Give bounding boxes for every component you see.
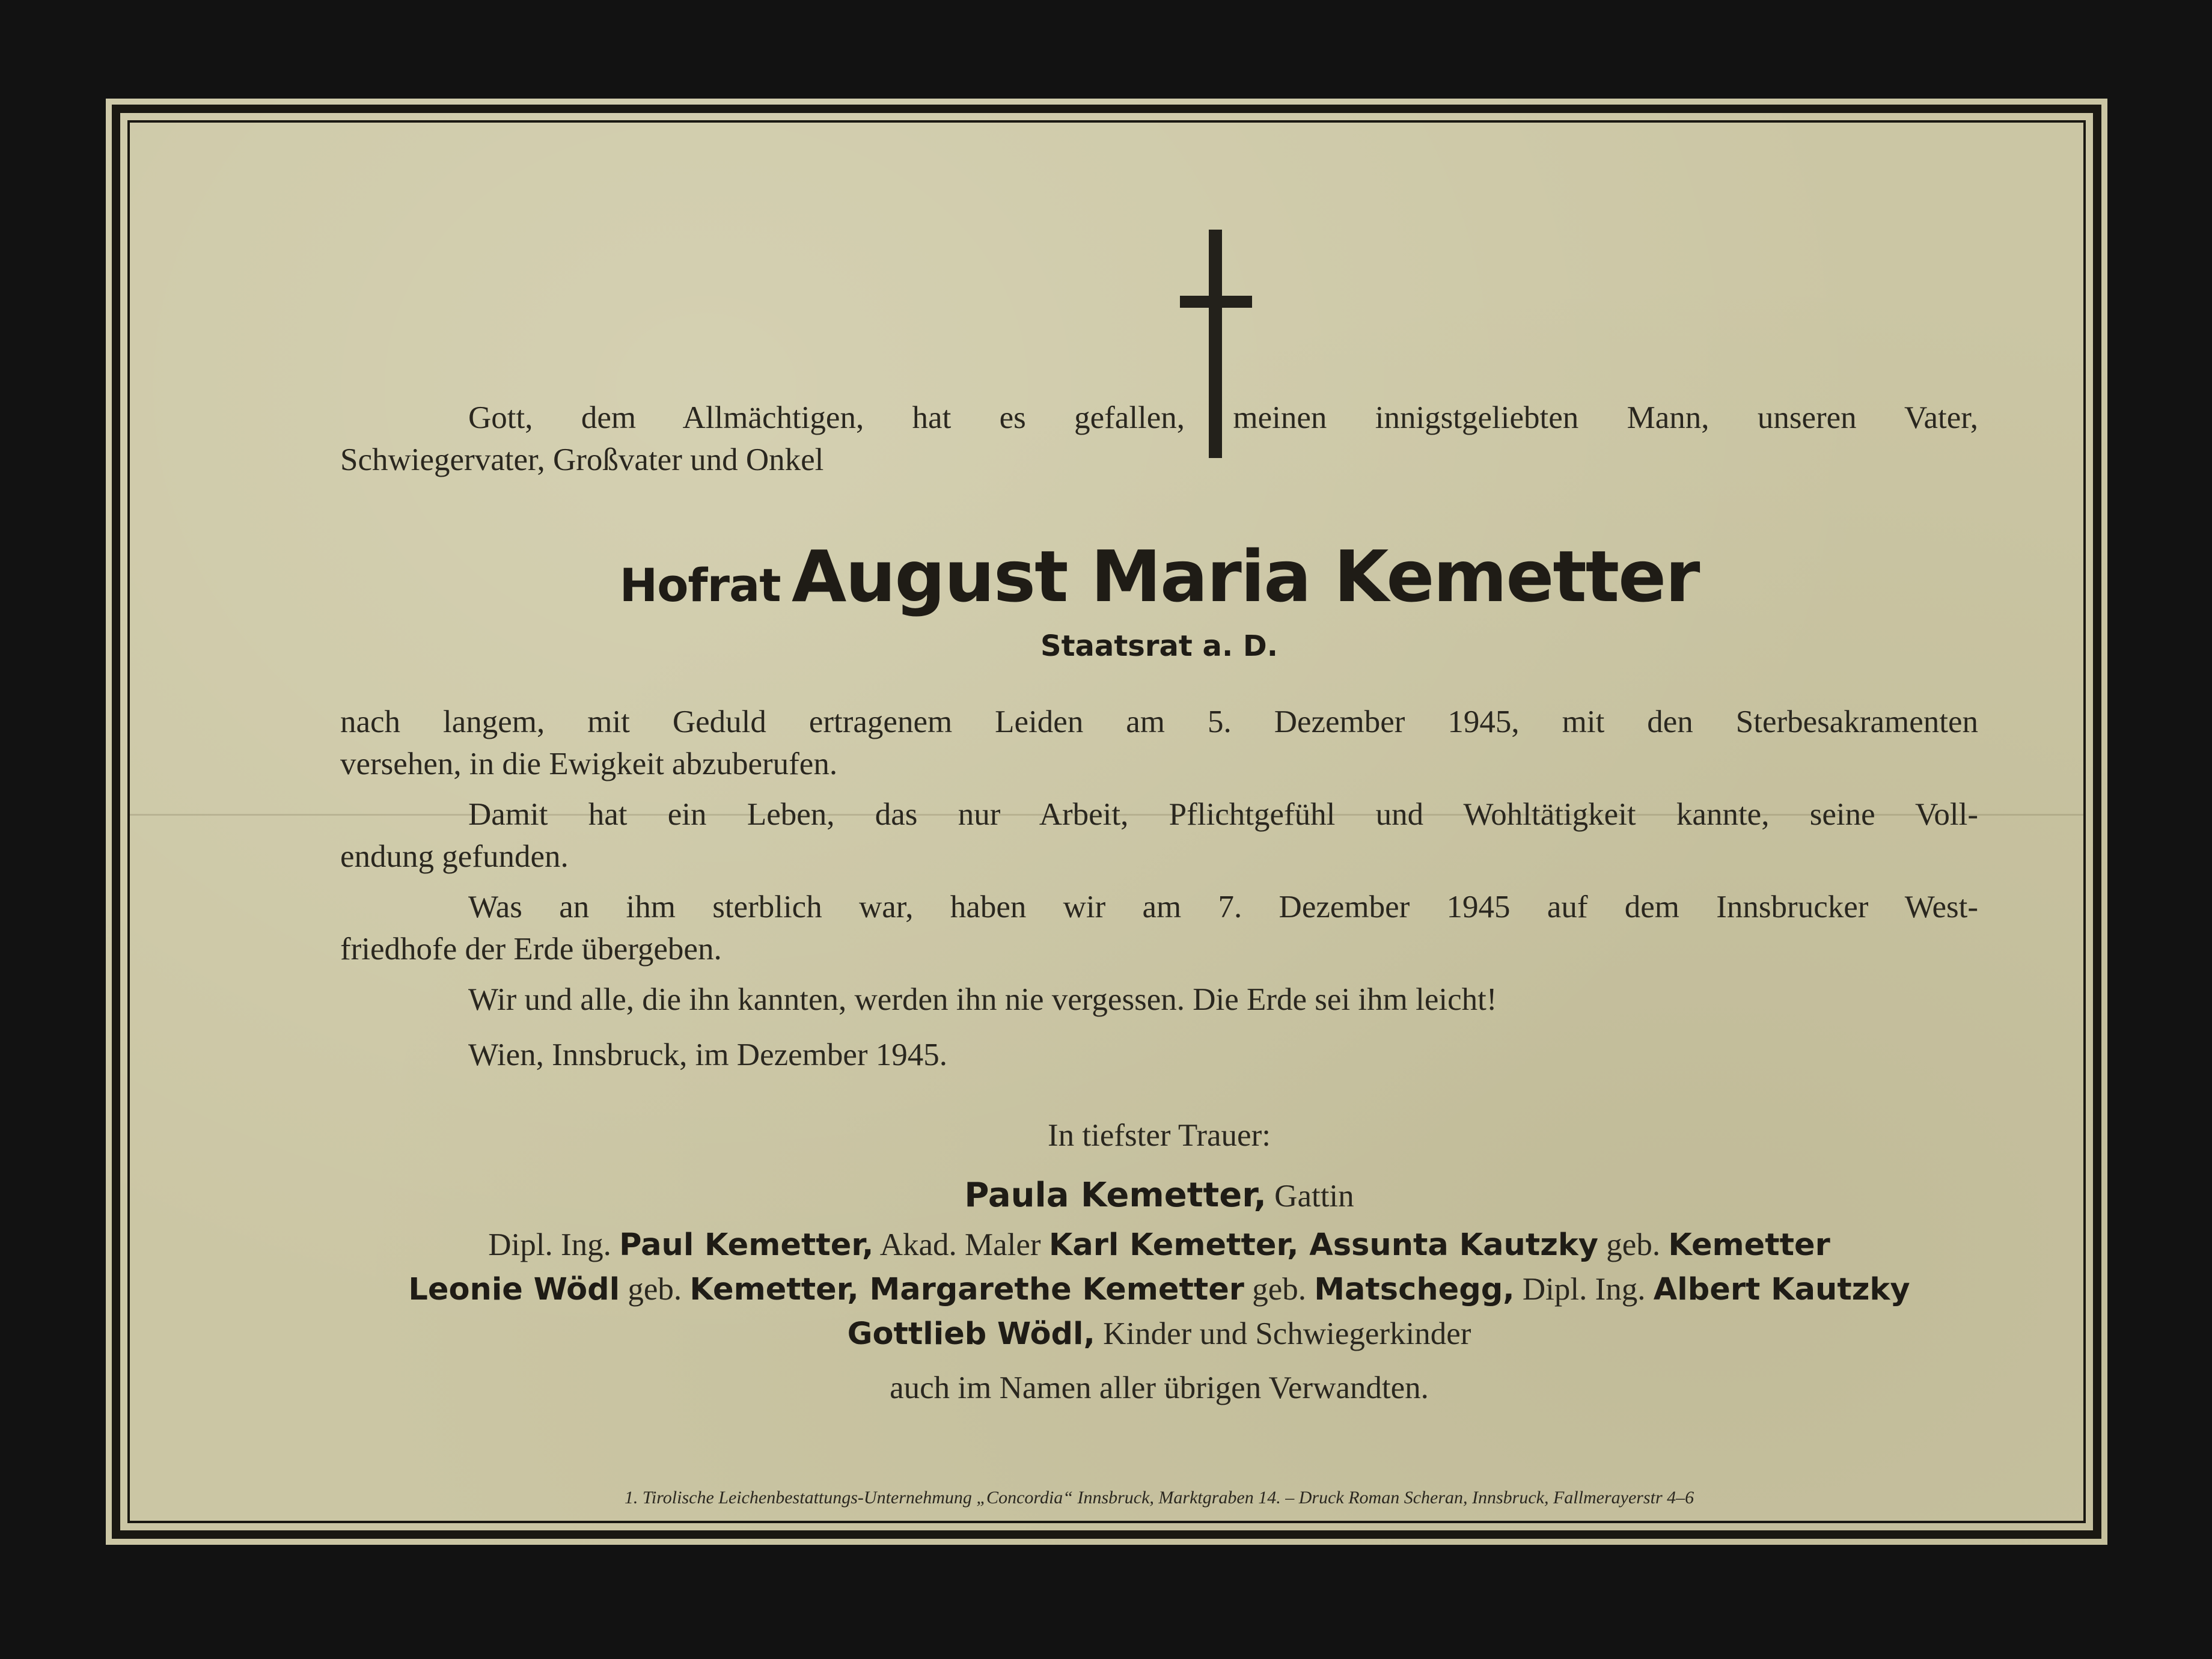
mourner-text: Akad. Maler: [873, 1227, 1049, 1262]
mourner-name: Albert Kautzky: [1653, 1272, 1910, 1307]
paragraph-3-line-2: friedhofe der Erde übergeben.: [340, 932, 722, 967]
mourner-name: Paul Kemetter,: [619, 1227, 874, 1263]
paragraph-2-line-2: endung gefunden.: [340, 839, 569, 874]
paragraph-4: Wir und alle, die ihn kannten, werden ihn nie vergessen. Die Erde sei ihm leicht!: [468, 982, 1497, 1017]
paragraph-3-line-1: Was an ihm sterblich war, haben wir am 7. Dezember 1945 auf dem Innsbrucker West-: [468, 890, 1978, 924]
mourner-text: geb.: [1244, 1272, 1315, 1307]
deceased-name-line: [340, 525, 1978, 628]
mourners-line-1: [340, 1175, 1978, 1217]
mourners-line-3: [340, 1268, 1978, 1311]
place-and-date: Wien, Innsbruck, im Dezember 1945.: [468, 1037, 948, 1072]
mourner-name: Gottlieb Wödl,: [847, 1316, 1095, 1352]
honorific-title: Hofrat: [619, 558, 781, 612]
cross-horizontal-beam: [1180, 296, 1252, 308]
deceased-subtitle: Staatsrat a. D.: [1040, 629, 1278, 663]
mourner-text: geb.: [1598, 1227, 1669, 1262]
printer-footer: 1. Tirolische Leichenbestattungs-Unternehmung „Concordia“ Innsbruck, Marktgraben 14. – Druck Roman Scheran, Innsbruck, Fallmerayerstr 4–6: [624, 1488, 1694, 1508]
mourner-name: Matschegg,: [1314, 1272, 1515, 1307]
death-notice-sheet: [106, 99, 2107, 1545]
mourners-heading: In tiefster Trauer:: [1048, 1118, 1271, 1153]
paragraph-1-line-1: nach langem, mit Geduld ertragenem Leiden am 5. Dezember 1945, mit den Sterbesakramenten: [340, 704, 1978, 739]
deceased-full-name: August Maria Kemetter: [792, 535, 1699, 618]
mourners-line-2: [340, 1224, 1978, 1266]
intro-line-2: Schwiegervater, Großvater und Onkel: [340, 442, 824, 477]
mourner-text: Dipl. Ing.: [488, 1227, 620, 1262]
mourner-text: Kinder und Schwiegerkinder: [1095, 1316, 1471, 1351]
mourner-name: Karl Kemetter, Assunta Kautzky: [1048, 1227, 1599, 1263]
mourner-name: Paula Kemetter,: [964, 1176, 1266, 1215]
mourner-name: Leonie Wödl: [408, 1272, 620, 1307]
paragraph-1-line-2: versehen, in die Ewigkeit abzuberufen.: [340, 747, 838, 781]
mourner-text: Dipl. Ing.: [1514, 1272, 1654, 1307]
mourners-line-5: auch im Namen aller übrigen Verwandten.: [890, 1370, 1429, 1405]
mourner-name: Kemetter: [1668, 1227, 1830, 1263]
mourner-name: Kemetter, Margarethe Kemetter: [689, 1272, 1244, 1307]
mourner-text: geb.: [620, 1272, 690, 1307]
mourner-relation: Gattin: [1266, 1179, 1354, 1214]
mourners-line-4: [340, 1313, 1978, 1355]
paragraph-2-line-1: Damit hat ein Leben, das nur Arbeit, Pflichtgefühl und Wohltätigkeit kannte, seine Voll-: [468, 797, 1978, 832]
intro-line-1: Gott, dem Allmächtigen, hat es gefallen, meinen innigstgeliebten Mann, unseren Vater,: [468, 400, 1978, 435]
